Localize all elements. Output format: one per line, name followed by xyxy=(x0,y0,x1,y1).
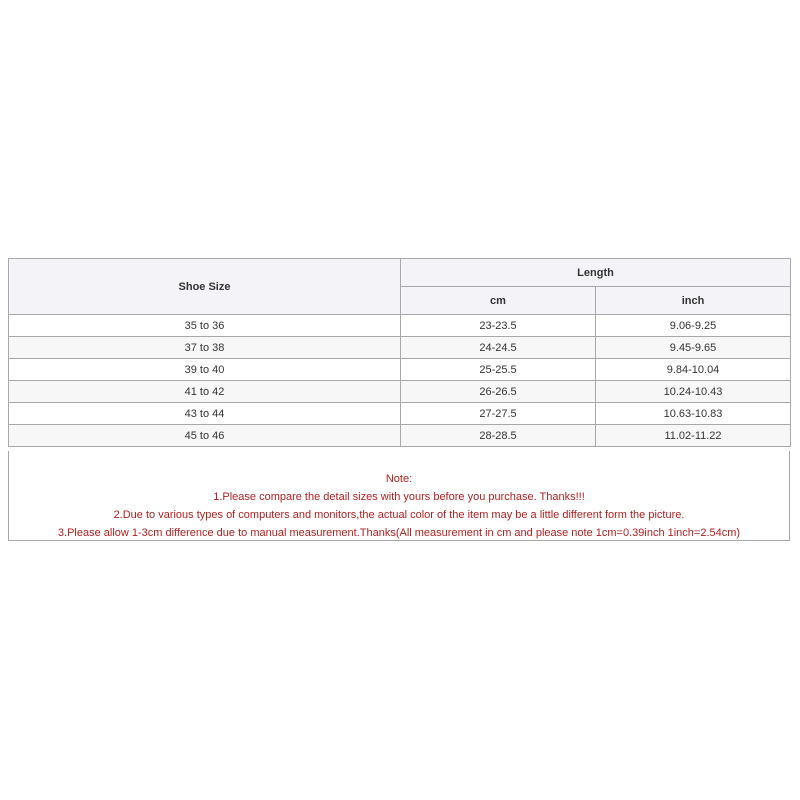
size-cell: 43 to 44 xyxy=(9,403,401,425)
inch-cell: 11.02-11.22 xyxy=(596,425,791,447)
table-row xyxy=(9,425,791,447)
inch-cell: 10.24-10.43 xyxy=(596,381,791,403)
cm-cell: 23-23.5 xyxy=(401,315,596,337)
table-row xyxy=(9,359,791,381)
size-cell: 41 to 42 xyxy=(9,381,401,403)
table-row xyxy=(9,315,791,337)
header-length: Length xyxy=(401,259,791,287)
header-inch: inch xyxy=(596,287,791,315)
size-cell: 45 to 46 xyxy=(9,425,401,447)
inch-cell: 9.45-9.65 xyxy=(596,337,791,359)
inch-cell: 9.06-9.25 xyxy=(596,315,791,337)
inch-cell: 9.84-10.04 xyxy=(596,359,791,381)
table-row xyxy=(9,337,791,359)
size-chart-table xyxy=(8,258,791,447)
note-title: Note: xyxy=(385,473,413,485)
header-shoe-size: Shoe Size xyxy=(9,259,401,315)
table-row xyxy=(9,381,791,403)
size-cell: 39 to 40 xyxy=(9,359,401,381)
cm-cell: 28-28.5 xyxy=(401,425,596,447)
note-line-3: 3.Please allow 1-3cm difference due to manual measurement.Thanks(All measurement in cm and please note 1cm=0.39inch 1inch=2.54cm) xyxy=(57,527,741,539)
note-line-1: 1.Please compare the detail sizes with yours before you purchase. Thanks!!! xyxy=(213,491,585,503)
note-line-2: 2.Due to various types of computers and monitors,the actual color of the item may be a little different form the picture. xyxy=(113,509,685,521)
table-row xyxy=(9,403,791,425)
notes-box xyxy=(8,451,790,541)
cm-cell: 25-25.5 xyxy=(401,359,596,381)
cm-cell: 26-26.5 xyxy=(401,381,596,403)
cm-cell: 24-24.5 xyxy=(401,337,596,359)
header-cm: cm xyxy=(401,287,596,315)
size-cell: 35 to 36 xyxy=(9,315,401,337)
size-cell: 37 to 38 xyxy=(9,337,401,359)
inch-cell: 10.63-10.83 xyxy=(596,403,791,425)
cm-cell: 27-27.5 xyxy=(401,403,596,425)
